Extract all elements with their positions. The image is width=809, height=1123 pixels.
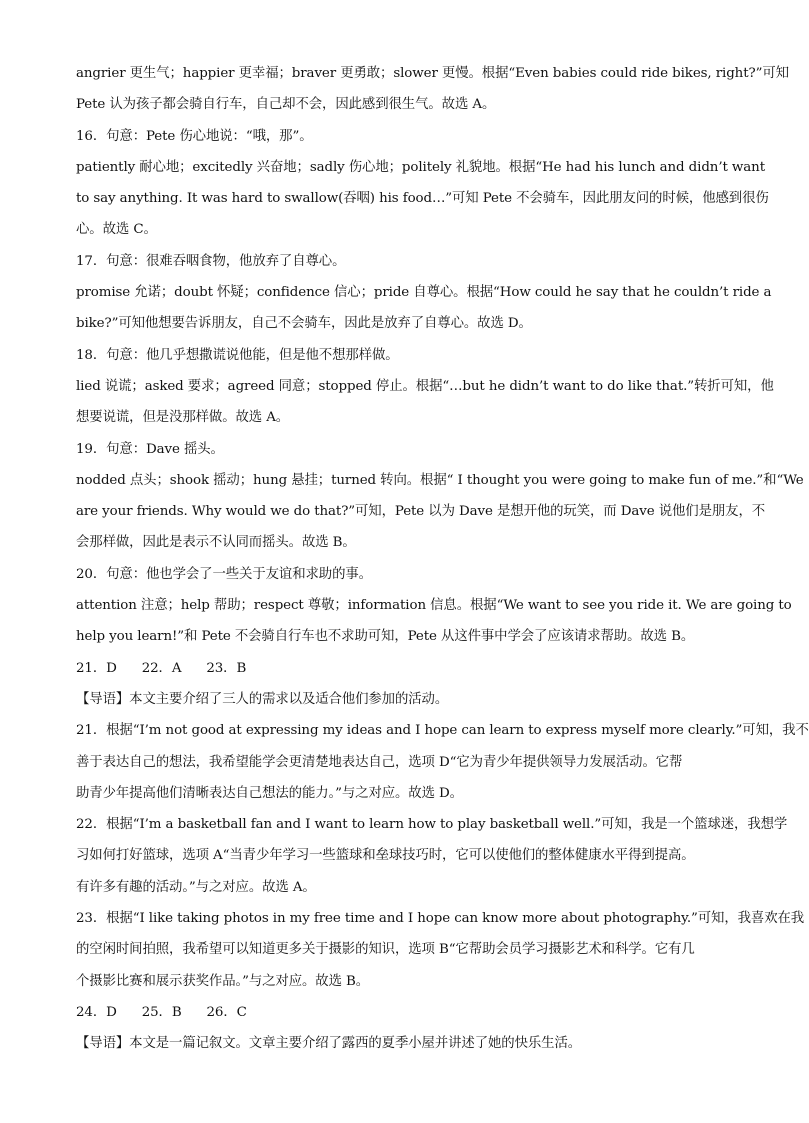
answer-line: 21．D 22．A 23．B (76, 660, 247, 676)
text-line: promise 允诺；doubt 怀疑；confidence 信心；pride 自尊心。根据“How could he say that he couldn’t ride a (76, 285, 772, 301)
text-line: 助青少年提高他们清晰表达自己想法的能力。”与之对应。故选 D。 (76, 785, 463, 801)
text-line: 【导语】本文主要介绍了三人的需求以及适合他们参加的活动。 (76, 691, 449, 707)
text-line: help you learn!”和 Pete 不会骑自行车也不求助可知，Pete 从这件事中学会了应该请求帮助。故选 B。 (76, 629, 695, 645)
document-body (76, 58, 809, 1060)
text-line: 习如何打好篮球，选项 A“当青少年学习一些篮球和垒球技巧时，它可以使他们的整体健康水平得到提高。 (76, 848, 695, 864)
text-line: lied 说谎；asked 要求；agreed 同意；stopped 停止。根据“…but he didn’t want to do like that.”转折可知，他 (76, 378, 774, 394)
text-line: 19．句意：Dave 摇头。 (76, 441, 224, 457)
text-line: 20．句意：他也学会了一些关于友谊和求助的事。 (76, 566, 372, 582)
answer-line: 24．D 25．B 26．C (76, 1004, 247, 1020)
text-line: 21．根据“I’m not good at expressing my ideas and I hope can learn to express myself more clearly.”可知，我不 (76, 723, 809, 739)
text-line: 的空闲时间拍照，我希望可以知道更多关于摄影的知识，选项 B“它帮助会员学习摄影艺术和科学。它有几 (76, 942, 695, 958)
text-line: bike?”可知他想要告诉朋友，自己不会骑车，因此是放弃了自尊心。故选 D。 (76, 316, 532, 332)
text-line: angrier 更生气；happier 更幸福；braver 更勇敢；slower 更慢。根据“Even babies could ride bikes, right?”可知 (76, 66, 789, 81)
text-line: 想要说谎，但是没那样做。故选 A。 (76, 410, 290, 426)
text-line: Pete 认为孩子都会骑自行车，自己却不会，因此感到很生气。故选 A。 (76, 97, 496, 113)
text-line: patiently 耐心地；excitedly 兴奋地；sadly 伤心地；politely 礼貌地。根据“He had his lunch and didn’t want (76, 159, 765, 175)
text-line: 18．句意：他几乎想撒谎说他能，但是他不想那样做。 (76, 347, 399, 363)
text-line: nodded 点头；shook 摇动；hung 悬挂；turned 转向。根据“ I thought you were going to make fun of me.”和“We (76, 472, 804, 488)
text-line: 22．根据“I’m a basketball fan and I want to learn how to play basketball well.”可知，我是一个篮球迷，我想学 (76, 817, 788, 833)
text-line: 16．句意：Pete 伤心地说：“哦，那”。 (76, 128, 313, 144)
text-line: are your friends. Why would we do that?”可知，Pete 以为 Dave 是想开他的玩笑，而 Dave 说他们是朋友，不 (76, 504, 766, 520)
text-line: 个摄影比赛和展示获奖作品。”与之对应。故选 B。 (76, 973, 370, 989)
text-line: 会那样做，因此是表示不认同而摇头。故选 B。 (76, 535, 356, 551)
text-line: 【导语】本文是一篇记叙文。文章主要介绍了露西的夏季小屋并讲述了她的快乐生活。 (76, 1036, 582, 1052)
text-line: 23．根据“I like taking photos in my free time and I hope can know more about photography.”可知，我喜欢在我 (76, 911, 805, 927)
text-line: to say anything. It was hard to swallow(吞咽) his food…”可知 Pete 不会骑车，因此朋友问的时候，他感到很伤 (76, 191, 769, 207)
text-line: 善于表达自己的想法，我希望能学会更清楚地表达自己，选项 D“它为青少年提供领导力发展活动。它帮 (76, 754, 683, 770)
text-line: 17．句意：很难吞咽食物，他放弃了自尊心。 (76, 253, 346, 269)
text-line: 心。故选 C。 (76, 222, 157, 238)
text-line: attention 注意；help 帮助；respect 尊敬；information 信息。根据“We want to see you ride it. We are going to (76, 598, 792, 614)
text-line: 有许多有趣的活动。”与之对应。故选 A。 (76, 879, 316, 895)
